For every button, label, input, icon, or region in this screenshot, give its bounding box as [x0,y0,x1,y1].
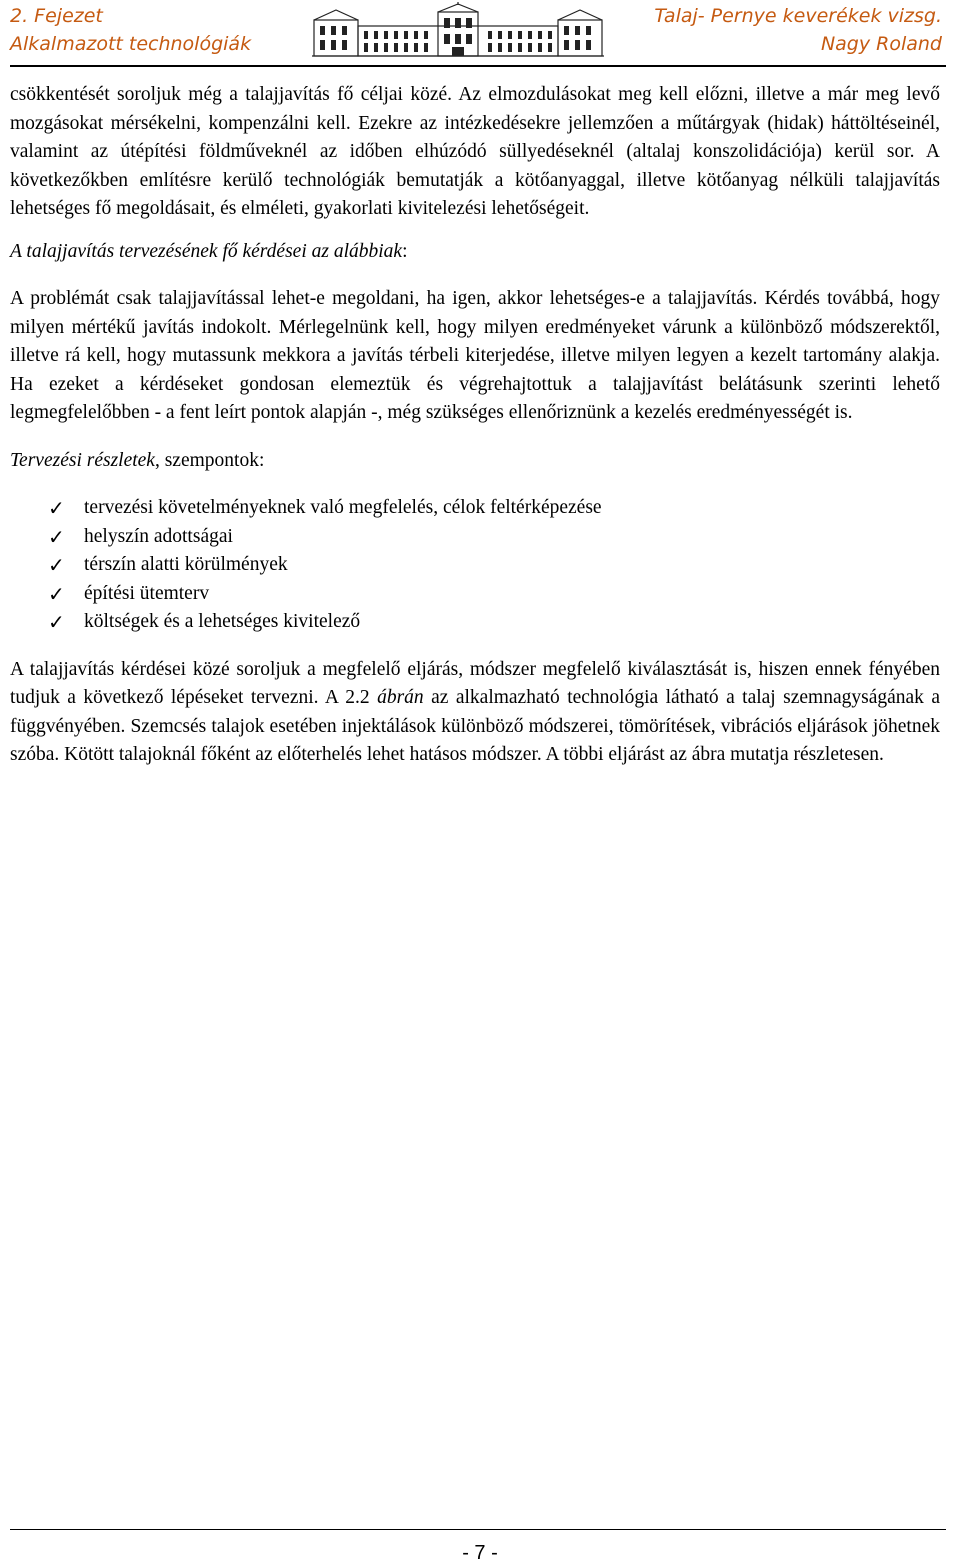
paragraph-method-selection-part2: az alkalmazható technológia látható a talaj szemnagyságának a függvényében. Szemcsés talajok esetében injektálások különböző módszerei, tömörítések, vibrációs eljárások jöhetnek szóba. Kötött talajoknál főként az előterhelés lehet hatásos módszer. A többi eljárást az ábra mutatja részletesen. [10,687,940,765]
checklist-item [10,580,940,609]
checklist-item-label: építési ütemterv [84,582,210,604]
header-document-title: Talaj- Pernye keverékek vizsg. [654,5,942,27]
checklist-item [10,523,940,552]
section-heading-design-details-tail: , szempontok: [154,449,265,471]
check-icon: ✓ [48,524,65,549]
footer-divider [10,1529,946,1530]
page-body [10,81,940,770]
header-chapter-title: Alkalmazott technológiák [10,33,252,55]
header-author: Nagy Roland [820,33,942,55]
section-heading-design-details-text: Tervezési részletek [10,449,155,471]
header-left [10,2,251,58]
page-header [0,0,960,66]
check-icon: ✓ [48,610,65,634]
checklist-item-label: tervezési követelményeknek való megfelelés, célok feltérképezése [84,497,602,518]
paragraph-questions: A problémát csak talajjavítással lehet-e megoldani, ha igen, akkor lehetséges-e a talajjavítás. Kérdés továbbá, hogy milyen mértékű javítás indokolt. Mérlegelnünk kell, hogy milyen eredményeket várunk a különböző módszerektől, illetve rá kell, hogy mutassunk mekkora a javítás térbeli kiterjedése, illetve milyen legyen a kezelt tartomány alakja. Ha ezeket a kérdéseket gondosan elemeztük és végrehajtottuk a talajjavítást belátásunk szerinti lehető legmegfelelőbben - a fent leírt pontok alapján -, még szükséges ellenőriznünk a kezelés eredményességét is. [10,288,940,423]
check-icon: ✓ [48,581,65,606]
header-divider [10,65,946,67]
paragraph-intro: csökkentését soroljuk még a talajjavítás fő céljai közé. Az elmozdulásokat meg kell előzni, illetve a már meg levő mozgásokat mérsékelni, kompenzálni kell. Ezekre az intézkedésekre jellemzően a műtárgyak (hidak) háttöltéseinél, valamint az útépítési földműveknél az időben elhúzódó süllyedéseknél (altalaj konszolidációja) kerül sor. A következőkben említésre kerülő technológiák bemutatják a kötőanyaggal, illetve kötőanyag nélküli talajjavítás lehetséges fő megoldásait, és elméleti, gyakorlati kivitelezési lehetőségeit. [10,84,940,219]
section-heading-questions [10,238,940,267]
checklist-item-label: helyszín adottságai [84,525,233,547]
check-icon: ✓ [48,553,65,577]
page-number: - 7 - [462,1542,498,1564]
checklist-item [10,494,940,523]
section-heading-questions-colon: : [402,240,408,262]
checklist-item-label: térszín alatti körülmények [84,554,288,575]
checklist-item [10,551,940,580]
check-icon: ✓ [48,496,65,520]
design-checklist [10,494,940,637]
section-heading-questions-text: A talajjavítás tervezésének fő kérdései az alábbiak [10,240,403,262]
section-heading-design-details [10,447,940,476]
figure-reference: ábrán [377,687,424,708]
checklist-item [10,608,940,637]
header-chapter: 2. Fejezet [10,5,103,27]
checklist-item-label: költségek és a lehetséges kivitelező [84,611,361,632]
university-building-logo [312,2,604,58]
paragraph-method-selection-part1: A talajjavítás kérdései közé soroljuk a megfelelő eljárás, módszer megfelelő kiválasztását is, hiszen ennek fényében tudjuk a következő lépéseket tervezni. A 2.2 [10,658,940,708]
header-right [654,2,942,58]
paragraph-method-selection [10,656,940,770]
